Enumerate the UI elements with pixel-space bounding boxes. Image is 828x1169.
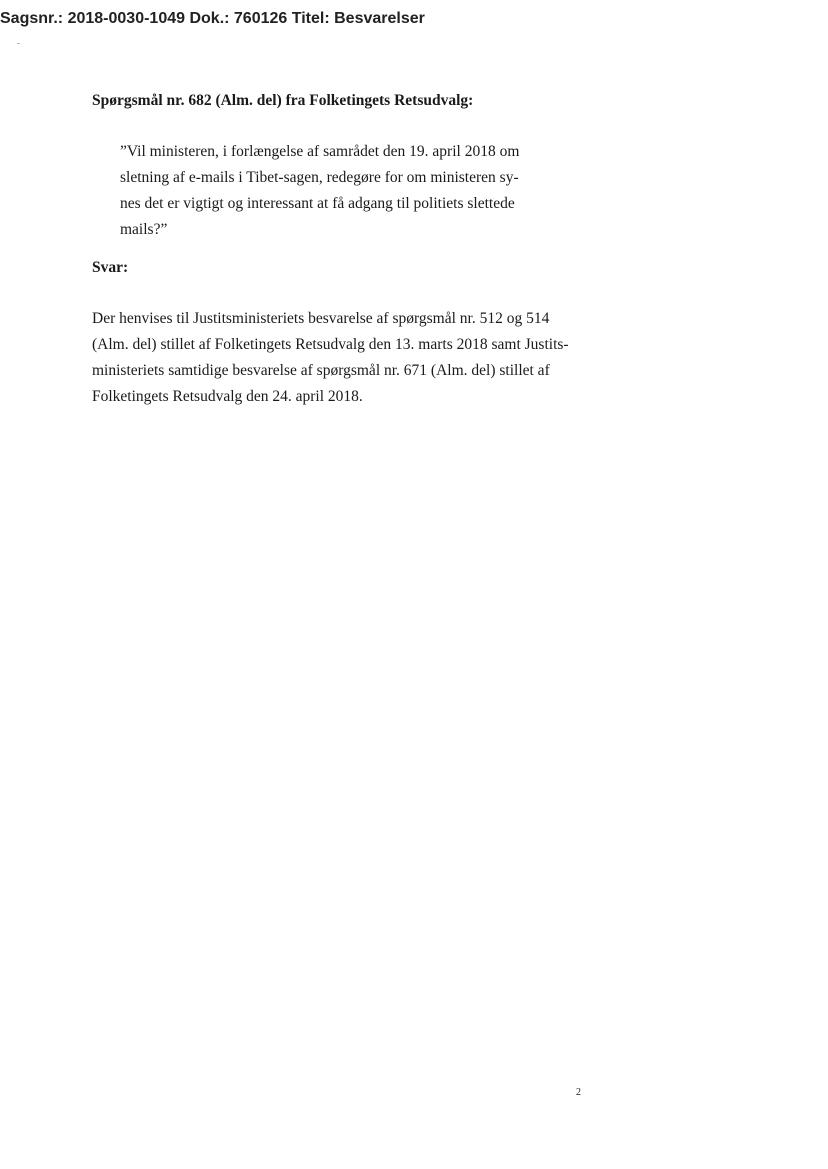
answer-line: Folketingets Retsudvalg den 24. april 2018.	[92, 388, 363, 405]
scan-speck	[17, 43, 20, 44]
answer-line: Der henvises til Justitsministeriets besvarelse af spørgsmål nr. 512 og 514	[92, 310, 550, 327]
answer-line: ministeriets samtidige besvarelse af spørgsmål nr. 671 (Alm. del) stillet af	[92, 362, 550, 379]
question-line: ”Vil ministeren, i forlængelse af samrådet den 19. april 2018 om	[120, 143, 520, 160]
question-quote	[120, 139, 570, 243]
question-title: Spørgsmål nr. 682 (Alm. del) fra Folketingets Retsudvalg:	[92, 92, 474, 109]
answer-heading: Svar:	[92, 259, 129, 276]
answer-line: (Alm. del) stillet af Folketingets Retsudvalg den 13. marts 2018 samt Justits-	[92, 336, 569, 353]
answer-body	[92, 306, 607, 410]
question-line: sletning af e-mails i Tibet-sagen, redegøre for om ministeren sy-	[120, 169, 519, 186]
page-number: 2	[576, 1087, 581, 1098]
question-line: mails?”	[120, 221, 168, 238]
case-header-stamp: Sagsnr.: 2018-0030-1049 Dok.: 760126 Titel: Besvarelser	[0, 10, 425, 27]
question-line: nes det er vigtigt og interessant at få adgang til politiets slettede	[120, 195, 515, 212]
